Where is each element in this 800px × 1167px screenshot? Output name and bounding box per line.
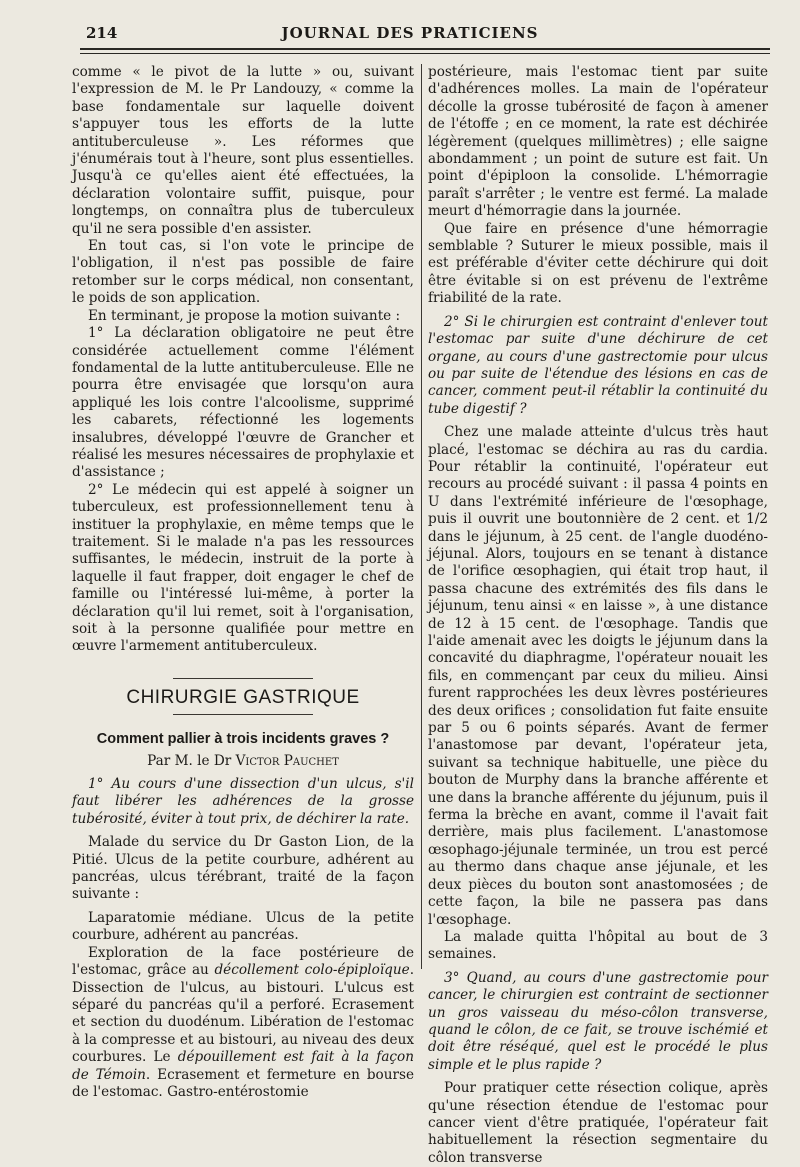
case-3-question: 3° Quand, au cours d'une gastrectomie pour cancer, le chirurgien est contraint de sectionner un gros vaisseau du méso-côlon transverse, quand le côlon, de ce fait, se trouve ischémié et doit être réséqué, quel est le procédé le plus simple et le plus rapide ? xyxy=(428,969,768,1073)
case-1-procedure xyxy=(72,945,414,1102)
procedure-emphasis: dépouillement est fait à la façon de Témoin xyxy=(72,1049,414,1083)
paragraph: Que faire en présence d'une hémorragie semblable ? Suturer le mieux possible, mais il est préférable d'éviter cette déchirure qui doit être évitable si on est prévenu de l'extrême friabilité de la rate. xyxy=(428,220,768,307)
procedure-emphasis: décollement colo-épiploïque xyxy=(214,962,410,979)
paragraph: En tout cas, si l'on vote le principe de l'obligation, il n'est pas possible de faire retomber sur le corps médical, non consentant, le poids de son application. xyxy=(72,238,414,307)
procedure-text: . Dissection de l'ulcus, au bistouri. L'ulcus est séparé du pancréas qu'il a perforé. Ecrasement et section du duodénum. Libération de l'estomac à la compresse et au bistouri, au niveau des deux courbures. Le xyxy=(72,962,415,1066)
paragraph: Chez une malade atteinte d'ulcus très haut placé, l'estomac se déchira au ras du cardia. Pour rétablir la continuité, l'opérateur eut recours au procédé suivant : il passa 4 points en U dans l'extrémité inférieure de l'œsophage, puis il ouvrit une boutonnière de 2 cent. et 1/2 dans le jéjunum, à 25 cent. de l'angle duodéno-jéjunal. Alors, toujours en se tenant à distance de l'orifice œsophagien, qui était trop haut, il passa chacune des extrémités des fils dans le jéjunum, tenu ainsi « en laisse », à une distance de 12 à 15 cent. de l'œsophage. Tandis que l'aide amenait avec les doigts le jéjunum dans la concavité du diaphragme, l'opérateur nouait les fils, en commençant par ceux du milieu. Ainsi furent rapprochées les deux lèvres postérieures des deux orifices ; consolidation fut faite ensuite par 5 ou 6 points séparés. Avant de fermer l'anastomose par devant, l'opérateur jeta, suivant sa technique habituelle, une pièce du bouton de Murphy dans la branche afférente et une dans la branche afférente du jéjunum, puis il ferma la brèche en avant, comme il l'avait fait derrière, mais plus facilement. L'anastomose œsophago-jéjunale terminée, un trou est percé au thermo dans chaque anse jéjunale, et les deux pièces du bouton sont anastomosées ; de cette façon, la bile ne passera pas dans l'œsophage. xyxy=(428,424,768,928)
header-rule-thin xyxy=(80,53,770,54)
page-header xyxy=(60,24,760,46)
article-title: Comment pallier à trois incidents graves ? xyxy=(96,731,390,748)
paragraph: En terminant, je propose la motion suivante : xyxy=(88,307,401,324)
case-1-intro: Malade du service du Dr Gaston Lion, de la Pitié. Ulcus de la petite courbure, adhérent au pancréas, ulcus térébrant, traité de la façon suivante : xyxy=(72,834,414,903)
paragraph: La malade quitta l'hôpital au bout de 3 semaines. xyxy=(428,928,768,963)
column-divider xyxy=(421,64,422,969)
byline-prefix: Par M. le Dr xyxy=(147,752,232,769)
right-column xyxy=(428,64,768,1166)
motion-point-2: 2° Le médecin qui est appelé à soigner un tuberculeux, est professionnellement tenu à instituer la prophylaxie, en même temps que le traitement. Si le malade n'a pas les ressources suffisantes, le médecin, instruit de la porte à laquelle il faut frapper, doit engager le chef de famille ou l'intéressé lui-même, à porter la déclaration qu'il lui remet, soit à l'organisation, soit à la personne qualifiée pour mettre en œuvre l'armement antituberculeux. xyxy=(72,481,414,655)
byline xyxy=(72,753,414,770)
procedure-text: Exploration de la face postérieure de l'estomac, grâce au xyxy=(72,944,414,979)
paragraph: postérieure, mais l'estomac tient par suite d'adhérences molles. La main de l'opérateur décolle la grosse tubérosité de façon à amener de l'étoffe ; en ce moment, la rate est déchirée légèrement (quelques millimètres) ; elle saigne abondamment ; un point de suture est fait. Un point d'épiploon la consolide. L'hémorragie paraît s'arrêter ; le ventre est fermé. La malade meurt d'hémorragie dans la journée. xyxy=(428,64,768,220)
case-1-operation: Laparatomie médiane. Ulcus de la petite courbure, adhérent au pancréas. xyxy=(72,909,414,944)
journal-title: JOURNAL DES PRATICIENS xyxy=(281,24,539,42)
left-column xyxy=(72,64,415,1100)
section-rule-bottom xyxy=(173,714,313,715)
motion-point-1: 1° La déclaration obligatoire ne peut être considérée actuellement comme l'élément fondamental de la lutte antituberculeuse. Elle ne pourra être envisagée que lorsqu'on aura appliqué les lois contre l'alcoolisme, supprimé les cabarets, réfectionné les logements insalubres, développé l'œuvre de Grancher et réalisé les mesures nécessaires de prophylaxie et d'assistance ; xyxy=(72,325,414,481)
section-title: CHIRURGIE GASTRIQUE xyxy=(126,686,360,708)
section-rule-top xyxy=(173,678,313,679)
author-name: Victor Pauchet xyxy=(235,752,339,769)
case-1-question: 1° Au cours d'une dissection d'un ulcus, s'il faut libérer les adhérences de la grosse tubérosité, éviter à tout prix, de déchirer la rate. xyxy=(72,776,414,827)
case-2-question: 2° Si le chirurgien est contraint d'enlever tout l'estomac par suite d'une déchirure de cet organe, au cours d'une gastrectomie pour ulcus ou par suite de l'étendue des lésions en cas de cancer, comment peut-il rétablir la continuité du tube digestif ? xyxy=(428,313,768,417)
page-number: 214 xyxy=(86,24,118,42)
header-rule-thick xyxy=(80,48,770,50)
procedure-text: . Ecrasement et fermeture en bourse de l'estomac. Gastro-entérostomie xyxy=(72,1066,414,1100)
paragraph: comme « le pivot de la lutte » ou, suivant l'expression de M. le Pr Landouzy, « comme la base fondamentale sur laquelle doivent s'appuyer tous les efforts de la lutte antituberculeuse ». Les réformes que j'énumérais tout à l'heure, sont plus essentielles. Jusqu'à ce qu'elles aient été effectuées, la déclaration volontaire suffit, puisque, pour longtemps, on connaîtra plus de tuberculeux qu'il ne sera possible d'en assister. xyxy=(72,64,414,237)
paragraph: Pour pratiquer cette résection colique, après qu'une résection étendue de l'estomac pour cancer vient d'être pratiquée, l'opérateur fait habituellement la résection segmentaire du côlon transverse xyxy=(428,1080,768,1166)
